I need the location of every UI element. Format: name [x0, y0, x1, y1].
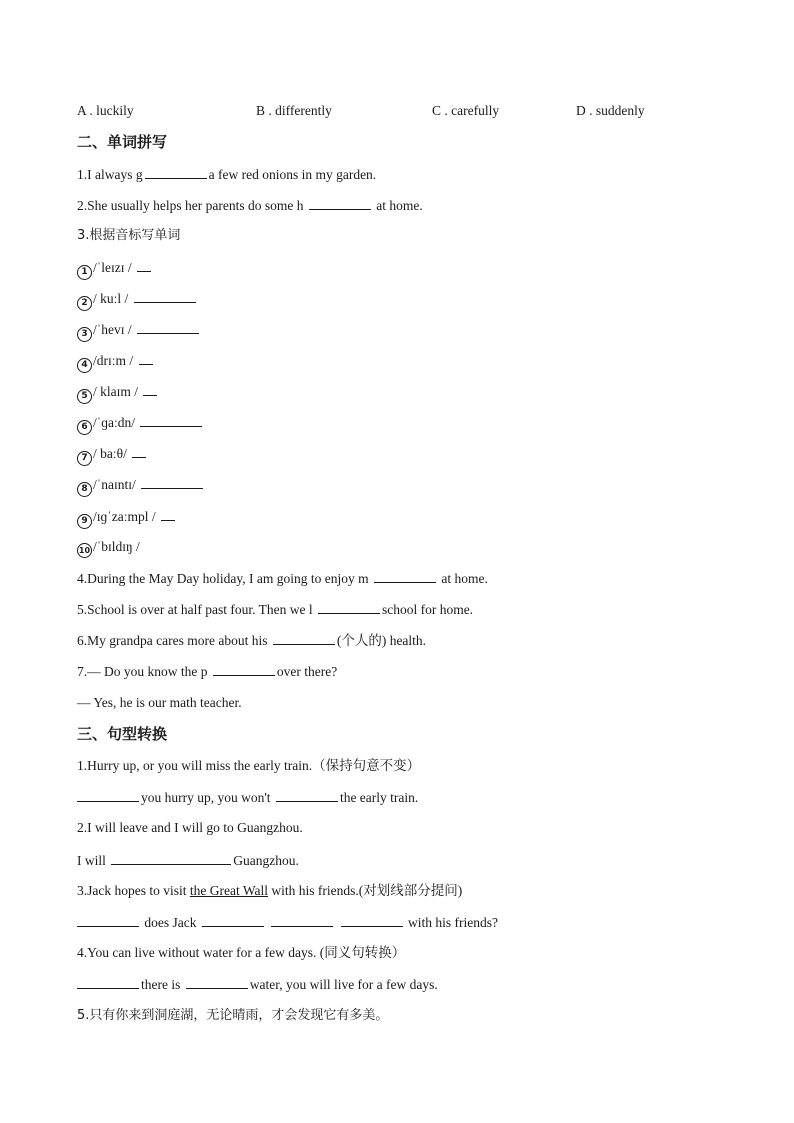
phonetic-symbol: /ˈhevɪ /: [93, 322, 132, 337]
phonetic-item-1: [77, 258, 153, 280]
answer-blank[interactable]: [140, 413, 202, 427]
answer-text: there is: [141, 977, 181, 992]
circled-number: 4: [77, 358, 92, 373]
question-2-1: [77, 165, 376, 184]
question-text: over there?: [276, 664, 338, 679]
answer-blank[interactable]: [132, 444, 146, 458]
circled-number: 7: [77, 451, 92, 466]
answer-blank[interactable]: [111, 851, 231, 865]
question-3-1: 1.Hurry up, or you will miss the early train.（保持句意不变）: [77, 758, 421, 773]
question-3-3-answer: [77, 913, 498, 932]
circled-number: 6: [77, 420, 92, 435]
question-2-2: [77, 196, 423, 215]
question-text: 4.During the May Day holiday, I am going to enjoy m: [77, 571, 369, 586]
question-text: school for home.: [381, 602, 474, 617]
answer-blank[interactable]: [139, 351, 153, 365]
phonetic-item-3: [77, 320, 201, 342]
question-3-3: [77, 882, 462, 900]
phonetic-symbol: /ˈɡaːdn/: [93, 415, 135, 430]
answer-blank[interactable]: [137, 320, 199, 334]
phonetic-symbol: /ˈleɪzɪ /: [93, 260, 132, 275]
question-3-4: 4.You can live without water for a few days. (同义句转换）: [77, 945, 406, 960]
phonetic-symbol: / baːθ/: [93, 446, 127, 461]
phonetic-symbol: / kuːl /: [93, 291, 129, 306]
question-2-7: [77, 662, 337, 681]
phonetic-item-9: [77, 507, 177, 529]
answer-blank[interactable]: [341, 913, 403, 927]
circled-number: 8: [77, 482, 92, 497]
circled-number: 1: [77, 265, 92, 280]
option-b: B . differently: [256, 103, 332, 118]
answer-blank[interactable]: [213, 662, 275, 676]
phonetic-item-8: [77, 475, 205, 497]
question-3-5: 5.只有你来到洞庭湖，无论晴雨，才会发现它有多美。: [77, 1008, 389, 1023]
phonetic-symbol: /ɪɡˈzaːmpl /: [93, 509, 156, 524]
answer-blank[interactable]: [273, 631, 335, 645]
answer-blank[interactable]: [271, 913, 333, 927]
question-text: 6.My grandpa cares more about his: [77, 633, 268, 648]
question-text: 7.— Do you know the p: [77, 664, 208, 679]
answer-blank[interactable]: [134, 289, 196, 303]
question-3-1-answer: [77, 788, 418, 807]
question-text: at home.: [376, 198, 423, 213]
phonetic-item-2: [77, 289, 198, 311]
answer-blank[interactable]: [143, 382, 157, 396]
answer-text: water, you will live for a few days.: [249, 977, 438, 992]
question-text: 5.School is over at half past four. Then we l: [77, 602, 313, 617]
question-text: 1.I always g: [77, 167, 143, 182]
answer-blank[interactable]: [141, 475, 203, 489]
question-text: at home.: [441, 571, 488, 586]
question-2-6: [77, 631, 426, 650]
circled-number: 2: [77, 296, 92, 311]
question-2-3: 3.根据音标写单词: [77, 228, 181, 243]
question-2-5: [77, 600, 473, 619]
question-2-7-answer: — Yes, he is our math teacher.: [77, 695, 242, 710]
circled-number: 5: [77, 389, 92, 404]
answer-blank[interactable]: [145, 165, 207, 179]
answer-blank[interactable]: [77, 913, 139, 927]
section-heading-spelling: 二、单词拼写: [77, 133, 168, 151]
option-d: D . suddenly: [576, 103, 645, 118]
phonetic-item-10: [77, 538, 140, 558]
phonetic-item-4: [77, 351, 155, 373]
phonetic-item-6: [77, 413, 204, 435]
answer-text: I will: [77, 853, 106, 868]
question-text: 3.Jack hopes to visit: [77, 883, 187, 898]
phonetic-symbol: /ˈbɪldɪŋ /: [93, 539, 140, 554]
answer-blank[interactable]: [318, 600, 380, 614]
answer-blank[interactable]: [374, 569, 436, 583]
answer-text: the early train.: [339, 790, 419, 805]
question-text: 2.She usually helps her parents do some h: [77, 198, 304, 213]
phonetic-item-5: [77, 382, 159, 404]
answer-text: does Jack: [144, 915, 197, 930]
answer-blank[interactable]: [276, 788, 338, 802]
phonetic-symbol: /ˈnaɪntɪ/: [93, 477, 136, 492]
phonetic-item-7: [77, 444, 148, 466]
circled-number: 3: [77, 327, 92, 342]
option-a: A . luckily: [77, 103, 134, 118]
answer-blank[interactable]: [309, 196, 371, 210]
answer-blank[interactable]: [161, 507, 175, 521]
answer-blank[interactable]: [186, 975, 248, 989]
underlined-phrase: the Great Wall: [189, 883, 269, 898]
phonetic-symbol: /drɪːm /: [93, 353, 134, 368]
question-3-2-answer: [77, 851, 299, 870]
phonetic-symbol: / klaɪm /: [93, 384, 138, 399]
answer-blank[interactable]: [77, 975, 139, 989]
answer-text: Guangzhou.: [233, 853, 299, 868]
option-c: C . carefully: [432, 103, 500, 118]
question-2-4: [77, 569, 488, 588]
answer-text: with his friends?: [407, 915, 498, 930]
question-3-4-answer: [77, 975, 438, 994]
answer-text: you hurry up, you won't: [141, 790, 271, 805]
circled-number: 10: [77, 543, 92, 558]
circled-number: 9: [77, 514, 92, 529]
question-text: a few red onions in my garden.: [208, 167, 377, 182]
question-text: with his friends.(对划线部分提问): [271, 883, 463, 898]
question-3-2: 2.I will leave and I will go to Guangzhou.: [77, 820, 303, 835]
answer-blank[interactable]: [137, 258, 151, 272]
answer-blank[interactable]: [77, 788, 139, 802]
answer-blank[interactable]: [202, 913, 264, 927]
section-heading-transformation: 三、句型转换: [77, 725, 168, 743]
question-text: (个人的) health.: [336, 633, 427, 648]
